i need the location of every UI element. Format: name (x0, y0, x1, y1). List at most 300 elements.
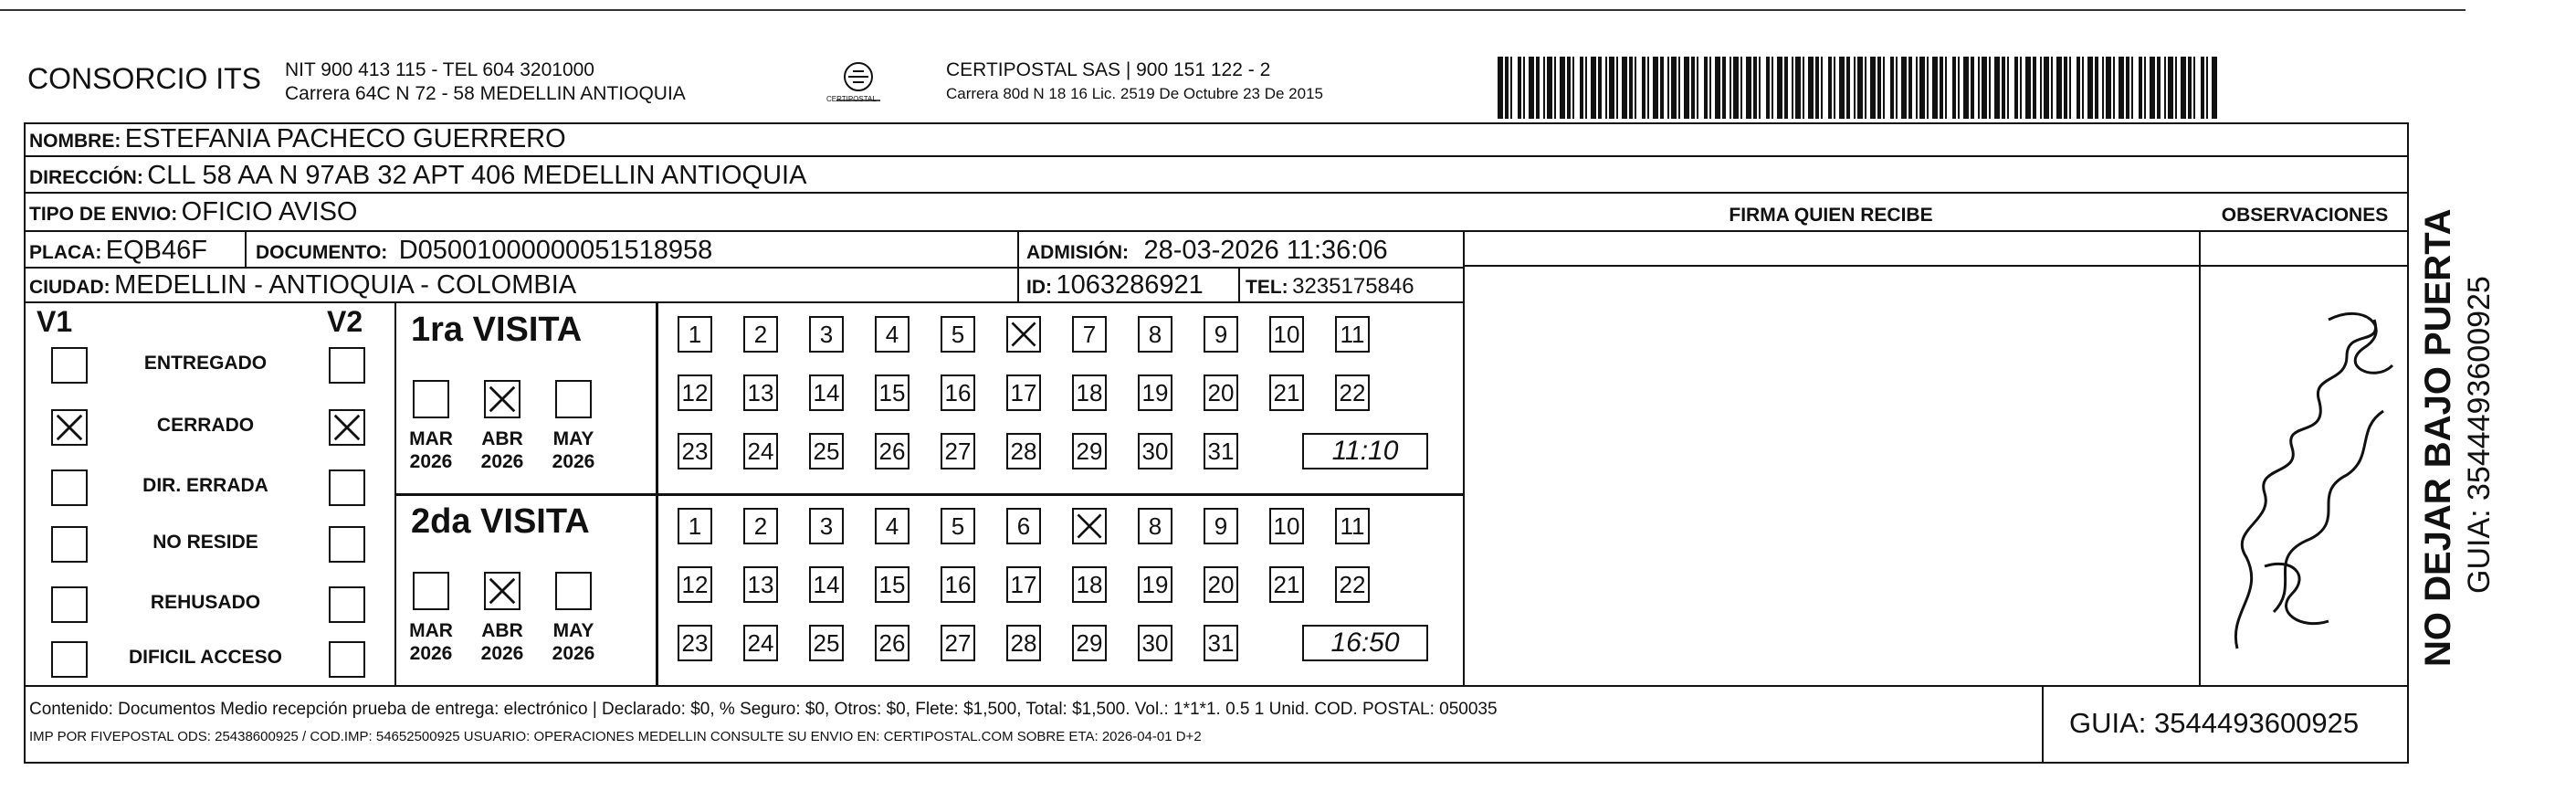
day-number: 6 (1016, 512, 1031, 540)
barcode-bar (1560, 57, 1565, 119)
barcode-bar (2087, 57, 2093, 119)
day-number: 26 (878, 629, 906, 657)
day-box[interactable] (743, 625, 778, 661)
barcode-bar (2025, 57, 2031, 119)
documento-label: DOCUMENTO: (256, 242, 388, 263)
barcode-bar (1510, 57, 1512, 119)
nombre-row (29, 124, 566, 154)
barcode-bar (1877, 57, 1881, 119)
day-box[interactable] (678, 566, 712, 603)
visit-time: 11:10 (1331, 436, 1399, 466)
day-number: 1 (688, 512, 702, 540)
admision-label: ADMISIÓN: (1026, 242, 1129, 263)
x-mark-icon (1008, 318, 1039, 351)
barcode-bar (2102, 57, 2104, 119)
barcode-bar (1704, 57, 1708, 119)
placa-field (29, 236, 207, 266)
day-box[interactable] (678, 316, 712, 353)
barcode-bar (1759, 57, 1761, 119)
barcode-bar (2064, 57, 2067, 119)
footer-guia: GUIA: 3544493600925 (2069, 707, 2360, 739)
barcode-bar (1821, 57, 1823, 119)
barcode-bar (2002, 57, 2005, 119)
day-box[interactable] (678, 374, 712, 411)
day-number: 12 (681, 379, 709, 406)
day-box[interactable] (743, 508, 778, 544)
day-number: 31 (1207, 438, 1235, 465)
day-number: 3 (819, 321, 834, 348)
day-box[interactable] (809, 433, 844, 469)
visit-time: 16:50 (1330, 628, 1400, 658)
barcode-bar (1808, 57, 1814, 119)
company-info (285, 58, 686, 106)
day-number: 17 (1010, 571, 1037, 598)
barcode-bar (1919, 57, 1925, 119)
barcode-bar (1653, 57, 1658, 119)
day-box[interactable] (1006, 374, 1041, 411)
day-number: 9 (1214, 512, 1228, 540)
day-number: 14 (813, 379, 840, 406)
x-mark-icon (486, 382, 519, 417)
barcode-bar (1543, 57, 1545, 119)
day-box[interactable] (941, 316, 975, 353)
day-box[interactable] (743, 374, 778, 411)
day-box[interactable] (1269, 566, 1304, 603)
tipo-row (29, 197, 357, 227)
barcode-bar (1795, 57, 1801, 119)
barcode-bar (1857, 57, 1863, 119)
barcode-bar (1635, 57, 1636, 119)
barcode-bar (2044, 57, 2049, 119)
id-label: ID: (1026, 277, 1052, 298)
barcode-bar (2212, 57, 2217, 119)
barcode-bar (1989, 57, 1991, 119)
day-box[interactable] (1138, 508, 1172, 544)
day-box[interactable] (875, 566, 909, 603)
barcode-bar (2188, 57, 2192, 119)
barcode-bar (2040, 57, 2042, 119)
v2-checkbox[interactable] (329, 586, 365, 623)
barcode-bar (2113, 57, 2115, 119)
day-box[interactable] (743, 316, 778, 353)
barcode-bar (1766, 57, 1770, 119)
day-box[interactable] (1204, 316, 1238, 353)
v1-checkbox[interactable] (51, 641, 88, 678)
day-box[interactable] (875, 316, 909, 353)
v2-label: V2 (327, 305, 363, 338)
day-box[interactable] (1138, 316, 1172, 353)
certipostal-info (946, 58, 1323, 106)
day-box[interactable] (1269, 316, 1304, 353)
day-box[interactable] (1072, 433, 1107, 469)
day-box[interactable] (1204, 625, 1238, 661)
barcode-bar (2069, 57, 2071, 119)
month-name: ABR (481, 428, 523, 449)
barcode-bar (2201, 57, 2204, 119)
direccion-row (29, 161, 806, 191)
barcode-bar (2033, 57, 2036, 119)
day-box[interactable] (1006, 625, 1041, 661)
barcode-bar (1715, 57, 1720, 119)
barcode-bar (1678, 57, 1680, 119)
barcode-bar (1518, 57, 1521, 119)
month-year: 2026 (480, 643, 524, 664)
day-box[interactable] (1204, 566, 1238, 603)
day-box[interactable] (1072, 625, 1107, 661)
barcode-bar (1978, 57, 1980, 119)
day-number: 17 (1010, 379, 1037, 406)
month-year: 2026 (480, 451, 524, 472)
v2-checkbox[interactable] (329, 469, 365, 506)
barcode-bar (1554, 57, 1556, 119)
barcode-bar (2157, 57, 2161, 119)
barcode-bar (1958, 57, 1960, 119)
month-label (542, 427, 605, 473)
barcode-bar (1505, 57, 1509, 119)
barcode-bar (1730, 57, 1731, 119)
day-number: 18 (1076, 379, 1103, 406)
direccion-label: DIRECCIÓN: (29, 167, 143, 188)
barcode-bar (1846, 57, 1850, 119)
barcode-bar (1803, 57, 1804, 119)
v2-checkbox[interactable] (329, 526, 365, 563)
visit-time-box[interactable] (1302, 625, 1428, 661)
barcode-bar (1572, 57, 1574, 119)
nombre-label: NOMBRE: (29, 131, 121, 152)
day-number: 20 (1207, 379, 1235, 406)
month-checkbox[interactable] (555, 380, 592, 418)
barcode (1498, 57, 2228, 119)
observaciones-label: OBSERVACIONES (2221, 205, 2389, 226)
day-box[interactable] (809, 566, 844, 603)
day-box[interactable] (1006, 433, 1041, 469)
day-box[interactable] (875, 433, 909, 469)
day-number: 23 (681, 629, 709, 657)
barcode-bar (1547, 57, 1552, 119)
day-box[interactable] (743, 566, 778, 603)
month-checkbox[interactable] (484, 380, 520, 418)
day-number: 15 (878, 379, 906, 406)
status-label: REHUSADO (150, 592, 261, 613)
barcode-bar (1952, 57, 1956, 119)
day-number: 2 (753, 512, 768, 540)
first-visit-title: 1ra VISITA (411, 311, 583, 349)
documento-field (256, 236, 712, 266)
day-number: 5 (951, 321, 965, 348)
barcode-bar (1963, 57, 1969, 119)
day-number: 4 (885, 512, 899, 540)
v1-checkbox[interactable] (51, 586, 88, 623)
barcode-bar (1523, 57, 1525, 119)
barcode-bar (1890, 57, 1894, 119)
day-box[interactable] (875, 625, 909, 661)
ciudad-value: MEDELLIN - ANTIOQUIA - COLOMBIA (114, 270, 577, 300)
day-box[interactable] (1006, 508, 1041, 544)
barcode-bar (1772, 57, 1773, 119)
day-box[interactable] (1335, 374, 1370, 411)
day-number: 23 (681, 438, 709, 465)
barcode-bar (1622, 57, 1627, 119)
admision-field (1026, 236, 1388, 266)
day-number: 11 (1340, 512, 1365, 540)
day-box[interactable] (1006, 316, 1041, 353)
month-checkbox[interactable] (555, 572, 592, 610)
day-number: 18 (1076, 571, 1103, 598)
day-number: 12 (681, 571, 709, 598)
day-box[interactable] (941, 566, 975, 603)
day-box[interactable] (1335, 316, 1370, 353)
day-box[interactable] (941, 433, 975, 469)
month-checkbox[interactable] (413, 380, 449, 418)
day-box[interactable] (875, 508, 909, 544)
company-name: CONSORCIO ITS (27, 62, 262, 95)
barcode-bar (1834, 57, 1835, 119)
barcode-bar (1567, 57, 1571, 119)
day-number: 5 (951, 512, 965, 540)
day-number: 27 (944, 629, 972, 657)
barcode-bar (1740, 57, 1742, 119)
barcode-bar (1883, 57, 1885, 119)
tel-label: TEL: (1246, 277, 1288, 298)
barcode-bar (2131, 57, 2133, 119)
day-box[interactable] (809, 625, 844, 661)
month-checkbox[interactable] (413, 572, 449, 610)
day-box[interactable] (1269, 374, 1304, 411)
barcode-bar (1865, 57, 1866, 119)
month-label (471, 427, 533, 473)
status-label: CERRADO (156, 415, 255, 436)
day-number: 8 (1148, 321, 1162, 348)
ciudad-field (29, 270, 576, 301)
barcode-bar (1667, 57, 1669, 119)
day-box[interactable] (1204, 433, 1238, 469)
day-number: 29 (1076, 629, 1103, 657)
barcode-bar (1529, 57, 1534, 119)
tel-value: 3235175846 (1292, 274, 1414, 299)
barcode-bar (1854, 57, 1856, 119)
day-number: 19 (1141, 571, 1169, 598)
barcode-bar (1629, 57, 1633, 119)
barcode-bar (2168, 57, 2173, 119)
barcode-bar (2082, 57, 2084, 119)
day-number: 25 (813, 438, 840, 465)
day-box[interactable] (1138, 433, 1172, 469)
barcode-bar (2181, 57, 2186, 119)
day-number: 24 (747, 629, 774, 657)
no-dejar-text: NO DEJAR BAJO PUERTA (2418, 208, 2458, 667)
day-box[interactable] (941, 374, 975, 411)
barcode-bar (2126, 57, 2129, 119)
day-number: 13 (747, 379, 774, 406)
barcode-bar (1605, 57, 1607, 119)
day-box[interactable] (678, 625, 712, 661)
day-box[interactable] (1072, 508, 1107, 544)
day-number: 28 (1010, 629, 1037, 657)
day-number: 9 (1214, 321, 1228, 348)
day-number: 7 (1082, 321, 1097, 348)
observaciones-signature (2210, 265, 2406, 680)
day-box[interactable] (1138, 374, 1172, 411)
direccion-value: CLL 58 AA N 97AB 32 APT 406 MEDELLIN ANTIOQUIA (147, 161, 807, 190)
barcode-bar (2119, 57, 2124, 119)
barcode-bar (2150, 57, 2155, 119)
day-box[interactable] (1335, 508, 1370, 544)
day-number: 29 (1076, 438, 1103, 465)
day-box[interactable] (1072, 374, 1107, 411)
side-guia-text: GUIA: 3544493600925 (2462, 276, 2497, 594)
barcode-bar (1870, 57, 1876, 119)
top-rule (0, 9, 2466, 11)
day-number: 21 (1273, 379, 1300, 406)
month-name: MAY (552, 620, 594, 641)
day-box[interactable] (809, 508, 844, 544)
day-box[interactable] (941, 508, 975, 544)
barcode-bar (1746, 57, 1751, 119)
tel-field (1246, 274, 1414, 300)
day-number: 10 (1273, 512, 1300, 540)
barcode-bar (1932, 57, 1938, 119)
month-name: MAR (409, 620, 453, 641)
barcode-bar (1598, 57, 1602, 119)
barcode-bar (1580, 57, 1583, 119)
day-box[interactable] (1269, 508, 1304, 544)
barcode-bar (1994, 57, 2000, 119)
day-number: 22 (1339, 379, 1366, 406)
day-box[interactable] (809, 374, 844, 411)
day-number: 2 (753, 321, 768, 348)
day-box[interactable] (1204, 374, 1238, 411)
status-label: ENTREGADO (143, 353, 268, 374)
placa-value: EQB46F (105, 236, 207, 265)
barcode-bar (1609, 57, 1614, 119)
day-number: 20 (1207, 571, 1235, 598)
placa-label: PLACA: (29, 242, 102, 263)
logo-text: CERTIPOSTAL (826, 95, 877, 103)
barcode-bar (1671, 57, 1677, 119)
month-label (471, 619, 533, 665)
tipo-label: TIPO DE ENVIO: (29, 204, 178, 225)
v1-checkbox[interactable] (51, 526, 88, 563)
barcode-bar (2175, 57, 2177, 119)
day-number: 22 (1339, 571, 1366, 598)
day-number: 31 (1207, 629, 1235, 657)
day-number: 26 (878, 438, 906, 465)
tipo-value: OFICIO AVISO (181, 197, 358, 227)
day-number: 3 (819, 512, 834, 540)
x-mark-icon (1074, 510, 1105, 543)
barcode-bar (1753, 57, 1757, 119)
v1-checkbox[interactable] (51, 347, 88, 384)
barcode-bar (1591, 57, 1596, 119)
day-box[interactable] (678, 508, 712, 544)
day-box[interactable] (809, 316, 844, 353)
v2-checkbox[interactable] (329, 347, 365, 384)
day-number: 25 (813, 629, 840, 657)
month-name: ABR (481, 620, 523, 641)
day-number: 15 (878, 571, 906, 598)
month-checkbox[interactable] (484, 572, 520, 610)
id-value: 1063286921 (1056, 270, 1204, 300)
footer-contenido: Contenido: Documentos Medio recepción prueba de entrega: electrónico | Declarado: $0, % Seguro: $0, Otros: $0, Flete: $1,500, Total: $1,500. Vol.: 1*1*1. 0.5 1 Unid. COD. POSTAL: 050035 (29, 700, 1498, 719)
day-number: 30 (1141, 438, 1169, 465)
day-box[interactable] (678, 433, 712, 469)
day-box[interactable] (1138, 625, 1172, 661)
month-year: 2026 (552, 451, 595, 472)
barcode-bar (1945, 57, 1947, 119)
month-year: 2026 (409, 643, 453, 664)
ciudad-label: CIUDAD: (29, 277, 110, 298)
barcode-bar (1940, 57, 1943, 119)
barcode-bar (1647, 57, 1649, 119)
barcode-bar (2056, 57, 2062, 119)
day-number: 8 (1148, 512, 1162, 540)
v1-checkbox[interactable] (51, 469, 88, 506)
barcode-bar (1498, 57, 1503, 119)
day-box[interactable] (1072, 316, 1107, 353)
day-box[interactable] (875, 374, 909, 411)
day-number: 28 (1010, 438, 1037, 465)
x-mark-icon (331, 411, 363, 444)
barcode-bar (1697, 57, 1698, 119)
day-number: 30 (1141, 629, 1169, 657)
barcode-bar (1642, 57, 1645, 119)
barcode-bar (1982, 57, 1987, 119)
visit-time-box[interactable] (1302, 433, 1428, 469)
month-name: MAR (409, 428, 453, 449)
day-number: 21 (1273, 571, 1300, 598)
barcode-bar (1536, 57, 1540, 119)
month-year: 2026 (409, 451, 453, 472)
v2-checkbox[interactable] (329, 641, 365, 678)
barcode-bar (1908, 57, 1912, 119)
day-box[interactable] (1335, 566, 1370, 603)
day-box[interactable] (1204, 508, 1238, 544)
barcode-bar (2095, 57, 2098, 119)
day-number: 16 (944, 379, 972, 406)
barcode-bar (1896, 57, 1898, 119)
barcode-bar (1684, 57, 1689, 119)
second-visit-title: 2da VISITA (411, 502, 590, 541)
barcode-bar (1971, 57, 1974, 119)
day-number: 11 (1340, 321, 1365, 348)
barcode-bar (2051, 57, 2053, 119)
barcode-bar (2206, 57, 2208, 119)
company-address: Carrera 64C N 72 - 58 MEDELLIN ANTIOQUIA (285, 83, 686, 104)
barcode-bar (2106, 57, 2111, 119)
month-name: MAY (552, 428, 594, 449)
barcode-bar (2139, 57, 2142, 119)
day-box[interactable] (1072, 566, 1107, 603)
day-box[interactable] (1138, 566, 1172, 603)
day-box[interactable] (941, 625, 975, 661)
barcode-bar (1927, 57, 1929, 119)
v2-checkbox[interactable] (329, 409, 365, 446)
barcode-bar (1691, 57, 1695, 119)
day-number: 1 (688, 321, 702, 348)
barcode-bar (2077, 57, 2080, 119)
barcode-bar (2193, 57, 2195, 119)
x-mark-icon (486, 574, 519, 608)
cert-address: Carrera 80d N 18 16 Lic. 2519 De Octubre 23 De 2015 (946, 85, 1323, 102)
status-label: NO RESIDE (152, 532, 258, 553)
v1-checkbox[interactable] (51, 409, 88, 446)
barcode-bar (1722, 57, 1726, 119)
day-number: 27 (944, 438, 972, 465)
firma-label: FIRMA QUIEN RECIBE (1729, 205, 1933, 226)
barcode-bar (2020, 57, 2022, 119)
day-box[interactable] (743, 433, 778, 469)
day-box[interactable] (1006, 566, 1041, 603)
